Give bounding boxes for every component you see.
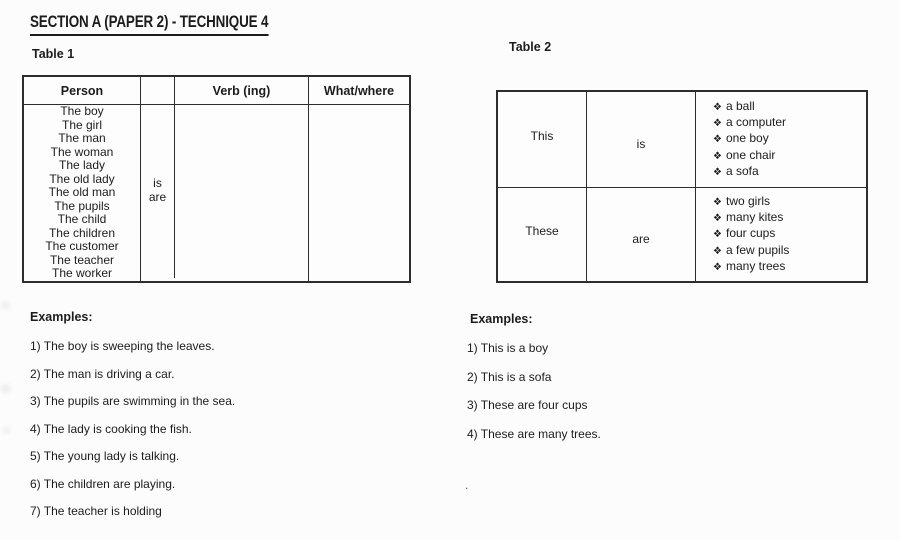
person-item: The lady (58, 158, 106, 173)
diamond-bullet-icon: ❖ (713, 213, 722, 225)
verb-label: are (632, 231, 650, 246)
diamond-bullet-icon: ❖ (713, 166, 722, 178)
page-title: SECTION A (PAPER 2) - TECHNIQUE 4 (30, 12, 268, 36)
diamond-bullet-icon: ❖ (713, 196, 722, 208)
list-item (696, 164, 866, 180)
item-text: a few pupils (726, 242, 790, 257)
diamond-bullet-icon: ❖ (713, 229, 722, 241)
table2-verb-is (587, 92, 696, 188)
examples-right-heading: Examples: (470, 312, 533, 326)
table1-whatwhere-cell-empty (309, 105, 409, 281)
diamond-bullet-icon: ❖ (713, 150, 722, 162)
item-text: two girls (726, 193, 771, 208)
table1-header-verb: Verb (ing) (175, 77, 309, 105)
item-list (696, 194, 866, 275)
subject-label: These (525, 223, 559, 238)
person-item: The old lady (49, 171, 115, 186)
item-list (696, 99, 866, 180)
diamond-bullet-icon: ❖ (713, 101, 722, 113)
diamond-bullet-icon: ❖ (713, 261, 722, 273)
table1 (22, 75, 411, 283)
diamond-bullet-icon: ❖ (713, 118, 722, 130)
table2 (496, 90, 868, 283)
person-item: The worker (51, 266, 113, 281)
example-sentence: 3) These are four cups (467, 398, 588, 412)
example-sentence: 1) The boy is sweeping the leaves. (30, 339, 215, 353)
person-item: The teacher (49, 252, 115, 267)
example-sentence: 2) The man is driving a car. (30, 366, 175, 381)
example-sentence: 4) These are many trees. (467, 426, 601, 441)
table1-header-blank (141, 77, 175, 105)
example-sentence: 6) The children are playing. (30, 476, 176, 491)
list-item (696, 99, 866, 115)
table2-items-plural (696, 188, 866, 281)
diamond-bullet-icon: ❖ (713, 245, 722, 257)
item-text: many kites (726, 210, 784, 225)
diamond-bullet-icon: ❖ (713, 134, 722, 146)
examples-right-section (467, 312, 887, 455)
person-item: The man (58, 131, 106, 146)
item-text: one boy (726, 131, 769, 146)
item-text: four cups (726, 226, 776, 241)
example-sentence: 5) The young lady is talking. (30, 449, 180, 463)
list-item (696, 115, 866, 131)
verb-option-are: are (148, 190, 167, 204)
example-sentence: 7) The teacher is holding (30, 504, 162, 518)
table1-verbing-cell-empty (175, 105, 309, 281)
examples-left-section (30, 310, 450, 532)
item-text: many trees (726, 258, 786, 273)
examples-left-heading: Examples: (30, 310, 93, 324)
item-text: a computer (726, 115, 787, 130)
scan-artifact (3, 427, 10, 434)
person-item: The children (48, 225, 116, 240)
list-item (696, 243, 866, 259)
person-item: The boy (60, 104, 104, 119)
person-item: The woman (50, 144, 114, 159)
person-item: The child (57, 212, 107, 227)
table2-subject-this (498, 92, 587, 188)
list-item (696, 259, 866, 275)
list-item (696, 194, 866, 210)
scan-artifact (0, 384, 11, 393)
item-text: one chair (726, 147, 776, 162)
scan-artifact (1, 301, 10, 309)
example-sentence: 3) The pupils are swimming in the sea. (30, 394, 236, 408)
table1-verb-choice-cell (141, 102, 175, 278)
item-text: a ball (726, 98, 755, 113)
example-sentence: 4) The lady is cooking the fish. (30, 421, 192, 436)
verb-label: is (636, 136, 646, 151)
list-item (696, 131, 866, 147)
subject-label: This (530, 128, 554, 143)
list-item (696, 148, 866, 164)
list-item (696, 210, 866, 226)
table2-verb-are (587, 188, 696, 281)
person-item: The customer (45, 239, 119, 254)
person-item: The pupils (54, 198, 110, 213)
item-text: a sofa (726, 163, 759, 178)
stray-mark: . (465, 478, 469, 492)
table2-subject-these (498, 188, 587, 281)
list-item (696, 226, 866, 242)
table1-label: Table 1 (32, 47, 75, 61)
table2-label: Table 2 (509, 40, 552, 54)
table1-person-cell (24, 105, 141, 281)
example-sentence: 1) This is a boy (467, 341, 549, 355)
verb-option-is: is (153, 176, 162, 190)
person-item: The old man (48, 185, 116, 200)
table1-header-person: Person (24, 77, 141, 105)
table1-header-what-where: What/where (309, 77, 409, 105)
table2-items-singular (696, 92, 866, 188)
person-item: The girl (61, 117, 102, 132)
example-sentence: 2) This is a sofa (467, 369, 552, 384)
